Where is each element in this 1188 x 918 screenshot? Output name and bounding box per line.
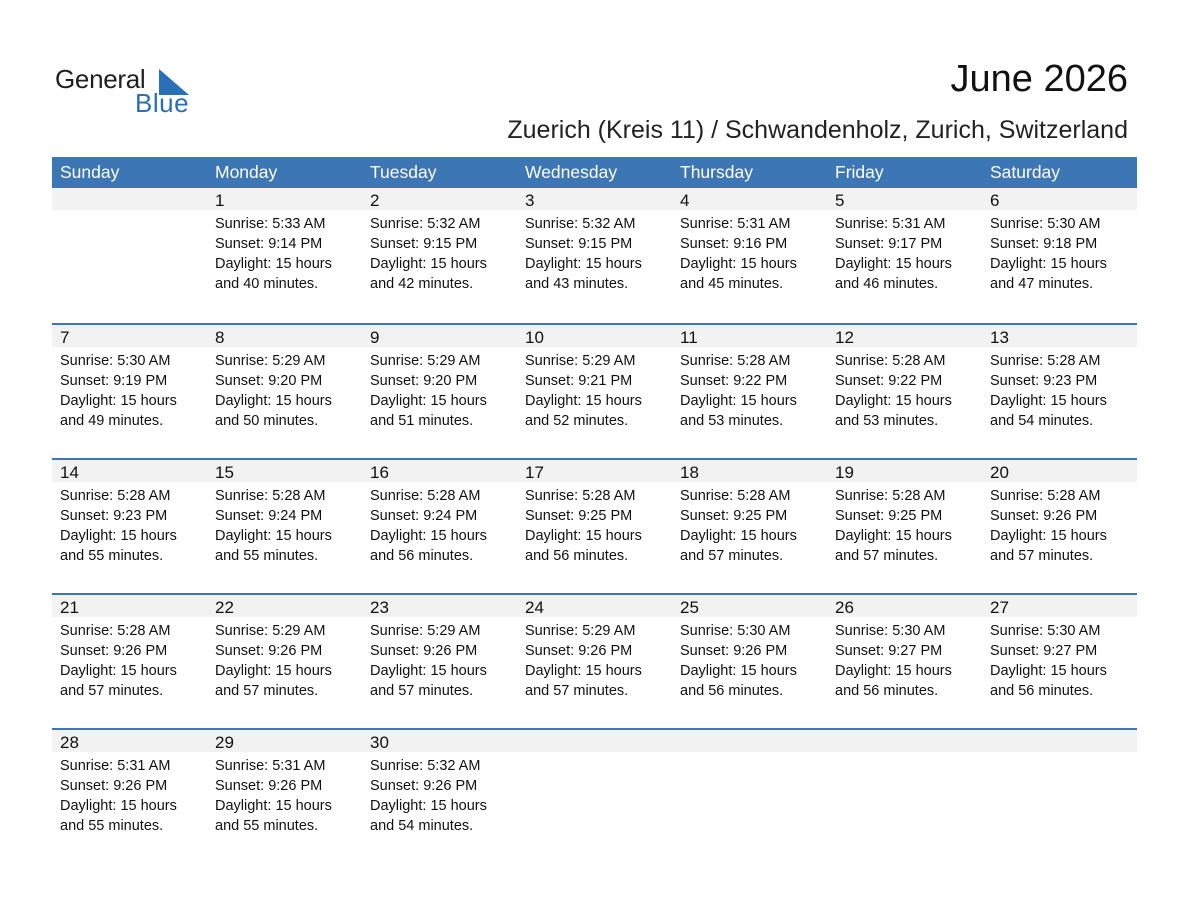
sun-info xyxy=(370,621,487,701)
sunrise-text: Sunrise: 5:28 AM xyxy=(680,488,791,504)
day-number: 9 xyxy=(370,328,380,347)
sunrise-text: Sunrise: 5:28 AM xyxy=(60,623,171,639)
sunrise-text: Sunrise: 5:30 AM xyxy=(60,353,171,369)
sunset-text: Sunset: 9:18 PM xyxy=(990,236,1098,252)
day-cell xyxy=(827,188,982,323)
sunset-text: Sunset: 9:14 PM xyxy=(215,236,323,252)
daylight-text: Daylight: 15 hours xyxy=(990,663,1107,679)
day-cell xyxy=(827,458,982,593)
sunset-text: Sunset: 9:22 PM xyxy=(835,373,943,389)
sunset-text: Sunset: 9:26 PM xyxy=(370,643,478,659)
daylight-text: and 57 minutes. xyxy=(525,683,629,699)
daylight-text: and 46 minutes. xyxy=(835,276,939,292)
sun-info xyxy=(60,351,177,431)
daylight-text: and 52 minutes. xyxy=(525,413,629,429)
daylight-text: and 55 minutes. xyxy=(60,548,164,564)
sunrise-text: Sunrise: 5:29 AM xyxy=(215,353,326,369)
day-cell xyxy=(362,593,517,728)
daylight-text: and 57 minutes. xyxy=(215,683,319,699)
daylight-text: Daylight: 15 hours xyxy=(835,663,952,679)
sunset-text: Sunset: 9:24 PM xyxy=(370,508,478,524)
day-cell xyxy=(52,728,207,863)
sunrise-text: Sunrise: 5:30 AM xyxy=(835,623,946,639)
sun-info xyxy=(680,486,797,566)
day-cell xyxy=(52,458,207,593)
sun-info xyxy=(215,351,332,431)
daylight-text: Daylight: 15 hours xyxy=(60,798,177,814)
day-cell xyxy=(362,188,517,323)
page-title: June 2026 xyxy=(950,58,1128,100)
sun-info xyxy=(990,351,1107,431)
sunset-text: Sunset: 9:17 PM xyxy=(835,236,943,252)
daylight-text: and 51 minutes. xyxy=(370,413,474,429)
day-cell xyxy=(362,458,517,593)
week-row xyxy=(52,323,1137,458)
sun-info xyxy=(835,486,952,566)
day-number: 8 xyxy=(215,328,225,347)
week-cells xyxy=(52,728,1137,863)
sun-info xyxy=(680,621,797,701)
sunrise-text: Sunrise: 5:31 AM xyxy=(835,216,946,232)
daylight-text: and 53 minutes. xyxy=(835,413,939,429)
daylight-text: Daylight: 15 hours xyxy=(215,798,332,814)
sunset-text: Sunset: 9:26 PM xyxy=(370,778,478,794)
daylight-text: Daylight: 15 hours xyxy=(370,528,487,544)
daylight-text: Daylight: 15 hours xyxy=(215,663,332,679)
day-cell xyxy=(207,188,362,323)
daylight-text: and 55 minutes. xyxy=(60,818,164,834)
daylight-text: and 54 minutes. xyxy=(370,818,474,834)
sunset-text: Sunset: 9:26 PM xyxy=(215,643,323,659)
daylight-text: Daylight: 15 hours xyxy=(990,528,1107,544)
daylight-text: Daylight: 15 hours xyxy=(525,393,642,409)
empty-day-cell xyxy=(982,728,1137,863)
sun-info xyxy=(835,351,952,431)
sunrise-text: Sunrise: 5:28 AM xyxy=(835,353,946,369)
sun-info xyxy=(60,486,177,566)
sunset-text: Sunset: 9:27 PM xyxy=(990,643,1098,659)
day-cell xyxy=(207,323,362,458)
weekday-friday: Friday xyxy=(835,162,884,182)
day-number: 21 xyxy=(60,598,79,617)
day-number: 29 xyxy=(215,733,234,752)
sunset-text: Sunset: 9:26 PM xyxy=(60,778,168,794)
daylight-text: and 57 minutes. xyxy=(370,683,474,699)
sun-info xyxy=(215,621,332,701)
sunset-text: Sunset: 9:15 PM xyxy=(525,236,633,252)
week-row xyxy=(52,728,1137,863)
day-number: 16 xyxy=(370,463,389,482)
sunrise-text: Sunrise: 5:31 AM xyxy=(60,758,171,774)
daylight-text: and 57 minutes. xyxy=(680,548,784,564)
day-cell xyxy=(982,458,1137,593)
daylight-text: and 55 minutes. xyxy=(215,818,319,834)
sun-info xyxy=(525,621,642,701)
day-number: 3 xyxy=(525,191,535,210)
daylight-text: and 54 minutes. xyxy=(990,413,1094,429)
sun-info xyxy=(370,756,487,836)
daylight-text: Daylight: 15 hours xyxy=(835,256,952,272)
sunset-text: Sunset: 9:23 PM xyxy=(990,373,1098,389)
daylight-text: Daylight: 15 hours xyxy=(60,528,177,544)
sun-info xyxy=(835,214,952,294)
empty-day-cell xyxy=(517,728,672,863)
sunset-text: Sunset: 9:26 PM xyxy=(60,643,168,659)
day-cell xyxy=(827,593,982,728)
day-number: 18 xyxy=(680,463,699,482)
day-cell xyxy=(982,593,1137,728)
day-cell xyxy=(207,728,362,863)
sunset-text: Sunset: 9:19 PM xyxy=(60,373,168,389)
day-cell xyxy=(362,323,517,458)
weekday-tuesday: Tuesday xyxy=(370,162,437,182)
sunrise-text: Sunrise: 5:30 AM xyxy=(990,623,1101,639)
daylight-text: and 57 minutes. xyxy=(990,548,1094,564)
daylight-text: Daylight: 15 hours xyxy=(835,393,952,409)
day-number: 12 xyxy=(835,328,854,347)
day-cell xyxy=(517,323,672,458)
sunset-text: Sunset: 9:23 PM xyxy=(60,508,168,524)
sunset-text: Sunset: 9:26 PM xyxy=(680,643,788,659)
day-cell xyxy=(207,458,362,593)
sun-info xyxy=(990,486,1107,566)
sunset-text: Sunset: 9:21 PM xyxy=(525,373,633,389)
sunrise-text: Sunrise: 5:29 AM xyxy=(215,623,326,639)
daylight-text: and 56 minutes. xyxy=(990,683,1094,699)
weekday-thursday: Thursday xyxy=(680,162,753,182)
daylight-text: Daylight: 15 hours xyxy=(60,663,177,679)
sunset-text: Sunset: 9:16 PM xyxy=(680,236,788,252)
day-cell xyxy=(982,188,1137,323)
sunrise-text: Sunrise: 5:29 AM xyxy=(525,353,636,369)
sunset-text: Sunset: 9:15 PM xyxy=(370,236,478,252)
day-number: 19 xyxy=(835,463,854,482)
sunrise-text: Sunrise: 5:28 AM xyxy=(60,488,171,504)
sunrise-text: Sunrise: 5:31 AM xyxy=(680,216,791,232)
sunset-text: Sunset: 9:20 PM xyxy=(215,373,323,389)
sunrise-text: Sunrise: 5:33 AM xyxy=(215,216,326,232)
empty-day-cell xyxy=(52,188,207,323)
day-number: 23 xyxy=(370,598,389,617)
daylight-text: Daylight: 15 hours xyxy=(370,256,487,272)
daylight-text: and 43 minutes. xyxy=(525,276,629,292)
brand-logo xyxy=(55,64,205,120)
day-cell xyxy=(982,323,1137,458)
sun-info xyxy=(215,486,332,566)
day-cell xyxy=(517,458,672,593)
sunrise-text: Sunrise: 5:30 AM xyxy=(990,216,1101,232)
daylight-text: Daylight: 15 hours xyxy=(370,798,487,814)
sunset-text: Sunset: 9:25 PM xyxy=(680,508,788,524)
day-cell xyxy=(672,323,827,458)
daylight-text: Daylight: 15 hours xyxy=(525,663,642,679)
empty-day-cell xyxy=(827,728,982,863)
day-number: 11 xyxy=(680,328,698,347)
sunrise-text: Sunrise: 5:29 AM xyxy=(370,353,481,369)
sunrise-text: Sunrise: 5:31 AM xyxy=(215,758,326,774)
sunset-text: Sunset: 9:27 PM xyxy=(835,643,943,659)
day-cell xyxy=(672,593,827,728)
sunrise-text: Sunrise: 5:28 AM xyxy=(835,488,946,504)
week-row xyxy=(52,458,1137,593)
daylight-text: and 50 minutes. xyxy=(215,413,319,429)
daylight-text: and 56 minutes. xyxy=(680,683,784,699)
day-cell xyxy=(827,323,982,458)
day-number: 20 xyxy=(990,463,1009,482)
day-number: 27 xyxy=(990,598,1009,617)
sun-info xyxy=(60,756,177,836)
weekday-wednesday: Wednesday xyxy=(525,162,618,182)
sunrise-text: Sunrise: 5:28 AM xyxy=(680,353,791,369)
week-row xyxy=(52,593,1137,728)
sunrise-text: Sunrise: 5:28 AM xyxy=(990,488,1101,504)
daylight-text: Daylight: 15 hours xyxy=(680,393,797,409)
day-number: 2 xyxy=(370,191,380,210)
daylight-text: Daylight: 15 hours xyxy=(525,528,642,544)
daylight-text: Daylight: 15 hours xyxy=(680,528,797,544)
daylight-text: and 56 minutes. xyxy=(835,683,939,699)
day-number: 14 xyxy=(60,463,79,482)
empty-day-cell xyxy=(672,728,827,863)
sunrise-text: Sunrise: 5:32 AM xyxy=(525,216,636,232)
daylight-text: and 56 minutes. xyxy=(370,548,474,564)
daylight-text: and 45 minutes. xyxy=(680,276,784,292)
day-number: 13 xyxy=(990,328,1009,347)
sun-info xyxy=(990,621,1107,701)
daylight-text: Daylight: 15 hours xyxy=(370,663,487,679)
weekday-sunday: Sunday xyxy=(60,162,120,182)
day-cell xyxy=(672,188,827,323)
daylight-text: Daylight: 15 hours xyxy=(525,256,642,272)
day-number: 1 xyxy=(215,191,225,210)
logo-text-general: General xyxy=(55,64,146,94)
sunrise-text: Sunrise: 5:32 AM xyxy=(370,758,481,774)
daylight-text: Daylight: 15 hours xyxy=(215,256,332,272)
week-cells xyxy=(52,458,1137,593)
day-cell xyxy=(207,593,362,728)
day-number: 10 xyxy=(525,328,544,347)
daylight-text: and 49 minutes. xyxy=(60,413,164,429)
daylight-text: and 40 minutes. xyxy=(215,276,319,292)
daylight-text: and 57 minutes. xyxy=(60,683,164,699)
day-number: 17 xyxy=(525,463,544,482)
day-number: 6 xyxy=(990,191,1000,210)
sunset-text: Sunset: 9:26 PM xyxy=(525,643,633,659)
sun-info xyxy=(525,486,642,566)
day-number: 30 xyxy=(370,733,389,752)
sunrise-text: Sunrise: 5:28 AM xyxy=(215,488,326,504)
week-cells xyxy=(52,593,1137,728)
day-number: 4 xyxy=(680,191,690,210)
sun-info xyxy=(370,214,487,294)
logo-text-blue: Blue xyxy=(135,88,190,118)
sunrise-text: Sunrise: 5:32 AM xyxy=(370,216,481,232)
daylight-text: and 42 minutes. xyxy=(370,276,474,292)
sun-info xyxy=(215,756,332,836)
sunset-text: Sunset: 9:20 PM xyxy=(370,373,478,389)
sun-info xyxy=(680,351,797,431)
day-cell xyxy=(517,188,672,323)
sunset-text: Sunset: 9:26 PM xyxy=(215,778,323,794)
daylight-text: Daylight: 15 hours xyxy=(215,393,332,409)
day-cell xyxy=(52,593,207,728)
day-cell xyxy=(362,728,517,863)
sun-info xyxy=(525,351,642,431)
sun-info xyxy=(370,486,487,566)
day-cell xyxy=(517,593,672,728)
day-number: 26 xyxy=(835,598,854,617)
weekday-header xyxy=(52,157,1137,188)
weekday-monday: Monday xyxy=(215,162,278,182)
day-number: 7 xyxy=(60,328,70,347)
day-number: 28 xyxy=(60,733,79,752)
sun-info xyxy=(835,621,952,701)
sun-info xyxy=(370,351,487,431)
sunset-text: Sunset: 9:25 PM xyxy=(525,508,633,524)
sunset-text: Sunset: 9:25 PM xyxy=(835,508,943,524)
daylight-text: and 57 minutes. xyxy=(835,548,939,564)
day-number: 15 xyxy=(215,463,234,482)
weekday-saturday: Saturday xyxy=(990,162,1061,182)
daylight-text: Daylight: 15 hours xyxy=(680,663,797,679)
day-cell xyxy=(672,458,827,593)
daylight-text: and 55 minutes. xyxy=(215,548,319,564)
daylight-text: Daylight: 15 hours xyxy=(990,256,1107,272)
daylight-text: and 53 minutes. xyxy=(680,413,784,429)
sunrise-text: Sunrise: 5:30 AM xyxy=(680,623,791,639)
daylight-text: and 47 minutes. xyxy=(990,276,1094,292)
calendar-grid xyxy=(52,157,1137,863)
sun-info xyxy=(990,214,1107,294)
location-subtitle: Zuerich (Kreis 11) / Schwandenholz, Zurich, Switzerland xyxy=(507,116,1128,144)
sunset-text: Sunset: 9:26 PM xyxy=(990,508,1098,524)
sunrise-text: Sunrise: 5:29 AM xyxy=(525,623,636,639)
sun-info xyxy=(525,214,642,294)
sunrise-text: Sunrise: 5:28 AM xyxy=(525,488,636,504)
sun-info xyxy=(215,214,332,294)
week-row xyxy=(52,188,1137,323)
day-number: 25 xyxy=(680,598,699,617)
sunrise-text: Sunrise: 5:29 AM xyxy=(370,623,481,639)
daylight-text: Daylight: 15 hours xyxy=(215,528,332,544)
daylight-text: Daylight: 15 hours xyxy=(990,393,1107,409)
sunrise-text: Sunrise: 5:28 AM xyxy=(370,488,481,504)
day-cell xyxy=(52,323,207,458)
day-number: 22 xyxy=(215,598,234,617)
day-number: 5 xyxy=(835,191,845,210)
week-cells xyxy=(52,323,1137,458)
sunrise-text: Sunrise: 5:28 AM xyxy=(990,353,1101,369)
daylight-text: Daylight: 15 hours xyxy=(60,393,177,409)
sunset-text: Sunset: 9:24 PM xyxy=(215,508,323,524)
daylight-text: and 56 minutes. xyxy=(525,548,629,564)
day-number: 24 xyxy=(525,598,544,617)
sun-info xyxy=(680,214,797,294)
sunset-text: Sunset: 9:22 PM xyxy=(680,373,788,389)
week-cells xyxy=(52,188,1137,323)
weeks-container xyxy=(52,188,1137,863)
daylight-text: Daylight: 15 hours xyxy=(680,256,797,272)
sun-info xyxy=(60,621,177,701)
daylight-text: Daylight: 15 hours xyxy=(835,528,952,544)
daylight-text: Daylight: 15 hours xyxy=(370,393,487,409)
